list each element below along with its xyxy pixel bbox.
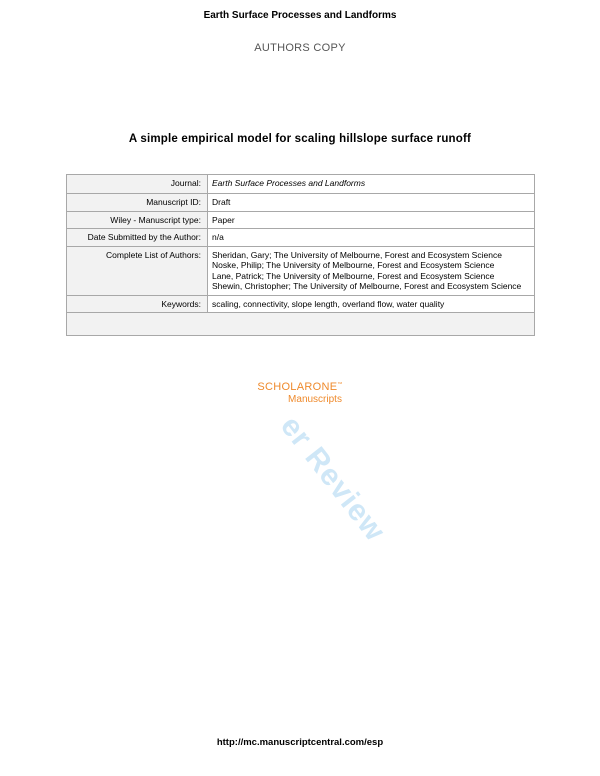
paper-title: A simple empirical model for scaling hillslope surface runoff <box>128 133 472 145</box>
table-row <box>67 229 535 247</box>
empty-cell <box>67 313 535 336</box>
manuscript-id-label: Manuscript ID: <box>67 194 208 212</box>
authors-copy-label: AUTHORS COPY <box>254 42 346 54</box>
footer-url[interactable]: http://mc.manuscriptcentral.com/esp <box>216 737 384 748</box>
logo-brand-text: SCHOLARONE <box>257 381 338 393</box>
journal-header: Earth Surface Processes and Landforms <box>203 10 397 21</box>
date-submitted-label: Date Submitted by the Author: <box>67 229 208 247</box>
author-entry: Lane, Patrick; The University of Melbourne, Forest and Ecosystem Science <box>212 270 495 281</box>
authors-list <box>208 246 535 295</box>
table-row <box>67 211 535 229</box>
table-row <box>67 175 535 194</box>
logo-tm: ™ <box>337 381 343 388</box>
journal-label: Journal: <box>67 175 208 194</box>
keywords-label: Keywords: <box>67 295 208 313</box>
table-row <box>67 194 535 212</box>
manuscript-type-value: Paper <box>208 211 535 229</box>
keywords-value: scaling, connectivity, slope length, overland flow, water quality <box>208 295 535 313</box>
author-entry: Shewin, Christopher; The University of Melbourne, Forest and Ecosystem Science <box>212 281 522 291</box>
table-row <box>67 295 535 313</box>
table-row-empty <box>67 313 535 336</box>
authors-label: Complete List of Authors: <box>67 246 208 295</box>
scholarone-logo <box>0 381 600 405</box>
date-submitted-value: n/a <box>208 229 535 247</box>
author-entry: Noske, Philip; The University of Melbourne, Forest and Ecosystem Science <box>212 260 495 270</box>
for-peer-review-watermark: er Review <box>273 410 392 548</box>
logo-sub: Manuscripts <box>288 394 342 405</box>
author-entry: Sheridan, Gary; The University of Melbourne, Forest and Ecosystem Science <box>212 249 502 260</box>
manuscript-type-label: Wiley - Manuscript type: <box>67 211 208 229</box>
manuscript-id-value: Draft <box>208 194 535 212</box>
table-row <box>67 246 535 295</box>
logo-brand <box>0 381 600 393</box>
manuscript-info-table <box>66 174 535 336</box>
journal-value: Earth Surface Processes and Landforms <box>208 175 535 194</box>
